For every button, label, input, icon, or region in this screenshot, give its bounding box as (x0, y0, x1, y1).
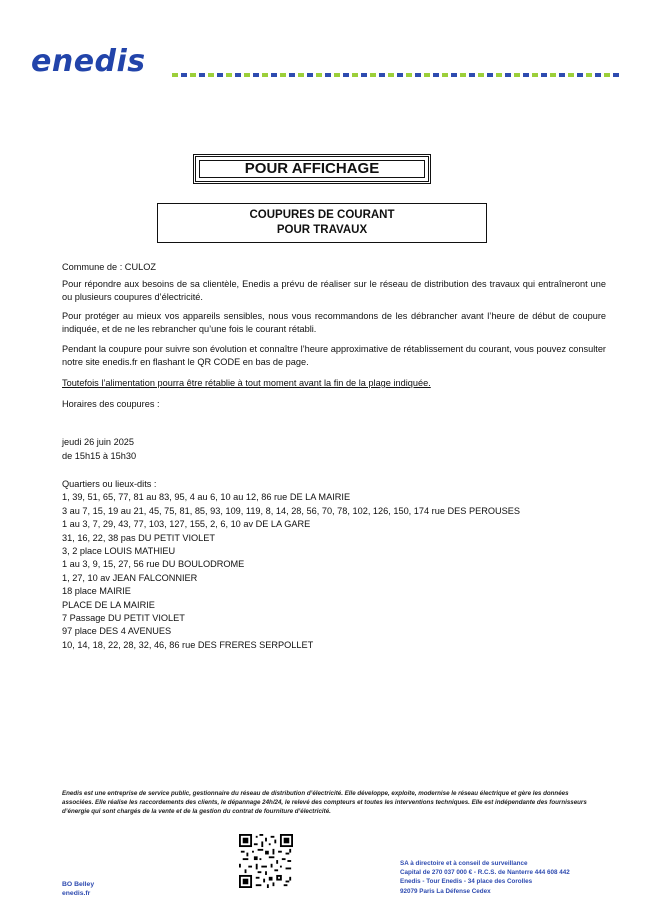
footer-website[interactable]: enedis.fr (62, 890, 91, 897)
schedule-time: de 15h15 à 15h30 (62, 451, 137, 461)
footer-address-1: Enedis - Tour Enedis - 34 place des Corolles (400, 878, 533, 886)
paragraph-2: Pour protéger au mieux vos appareils sensibles, nous vous recommandons de les débrancher avant l’heure de début de coupure indiquée, et de ne les rebrancher qu’une fois le courant rétabli. (62, 311, 606, 335)
horaires-label: Horaires des coupures : (62, 399, 160, 409)
list-item: 1 au 3, 7, 29, 43, 77, 103, 127, 155, 2, 6, 10 av DE LA GARE (62, 519, 311, 530)
list-item: 7 Passage DU PETIT VIOLET (62, 613, 185, 624)
paragraph-3: Pendant la coupure pour suivre son évolution et connaître l’heure approximative de rétablissement du courant, vous pouvez consulter notre site enedis.fr en flashant le QR CODE en bas de page. (62, 344, 606, 368)
list-item: 18 place MAIRIE (62, 586, 131, 597)
footer-right (400, 859, 570, 896)
qr-code[interactable] (239, 834, 293, 888)
list-item: 3, 2 place LOUIS MATHIEU (62, 546, 176, 557)
list-item: 31, 16, 22, 38 pas DU PETIT VIOLET (62, 532, 216, 543)
footer-left (62, 880, 94, 898)
enedis-logo (31, 46, 146, 78)
list-item: 1, 27, 10 av JEAN FALCONNIER (62, 572, 198, 583)
footer-legal-1: SA à directoire et à conseil de surveillance (400, 860, 528, 867)
title-box: POUR AFFICHAGE (193, 154, 431, 184)
quartiers-list (62, 478, 602, 652)
subtitle-line1: COUPURES DE COURANT (249, 209, 395, 221)
schedule-date: jeudi 26 juin 2025 (62, 437, 135, 447)
footer-company-note: Enedis est une entreprise de service public, gestionnaire du réseau de distribution d’électricité. Elle développe, exploite, modernise le réseau électrique et gère les données associées. Elle réalise les raccordements des clients, le dépannage 24h/24, le relevé des compteurs et toutes les interventions techniques. Elle est indépendante des fournisseurs d’énergie qui sont chargés de la vente et de la gestion du contrat de fourniture d’électricité. (62, 790, 587, 816)
footer-office: BO Belley (62, 881, 95, 888)
quartiers-label: Quartiers ou lieux-dits : (62, 479, 157, 489)
footer-legal-2: Capital de 270 037 000 € - R.C.S. de Nanterre 444 608 442 (400, 869, 570, 877)
subtitle-box (157, 203, 487, 243)
list-item: PLACE DE LA MAIRIE (62, 599, 155, 610)
list-item: 1, 39, 51, 65, 77, 81 au 83, 95, 4 au 6, 10 au 12, 86 rue DE LA MAIRIE (62, 492, 351, 503)
commune-label: Commune de : CULOZ (62, 262, 156, 272)
list-item: 1 au 3, 9, 15, 27, 56 rue DU BOULODROME (62, 559, 245, 570)
list-item: 3 au 7, 15, 19 au 21, 45, 75, 81, 85, 93, 109, 119, 8, 14, 28, 56, 70, 78, 102, 126, 150, 174 rue DES PEROUSES (62, 505, 521, 516)
paragraph-4: Toutefois l’alimentation pourra être rétablie à tout moment avant la fin de la plage indiquée. (62, 378, 431, 388)
logo-text: enedis (31, 44, 146, 79)
header-dashed-line (172, 73, 620, 77)
footer-address-2: 92079 Paris La Défense Cedex (400, 887, 491, 895)
list-item: 10, 14, 18, 22, 28, 32, 46, 86 rue DES FRERES SERPOLLET (62, 639, 314, 650)
list-item: 97 place DES 4 AVENUES (62, 626, 172, 637)
paragraph-1: Pour répondre aux besoins de sa clientèle, Enedis a prévu de réaliser sur le réseau de distribution des travaux qui entraîneront une ou plusieurs coupures d’électricité. (62, 279, 606, 303)
subtitle-line2: POUR TRAVAUX (276, 224, 368, 236)
